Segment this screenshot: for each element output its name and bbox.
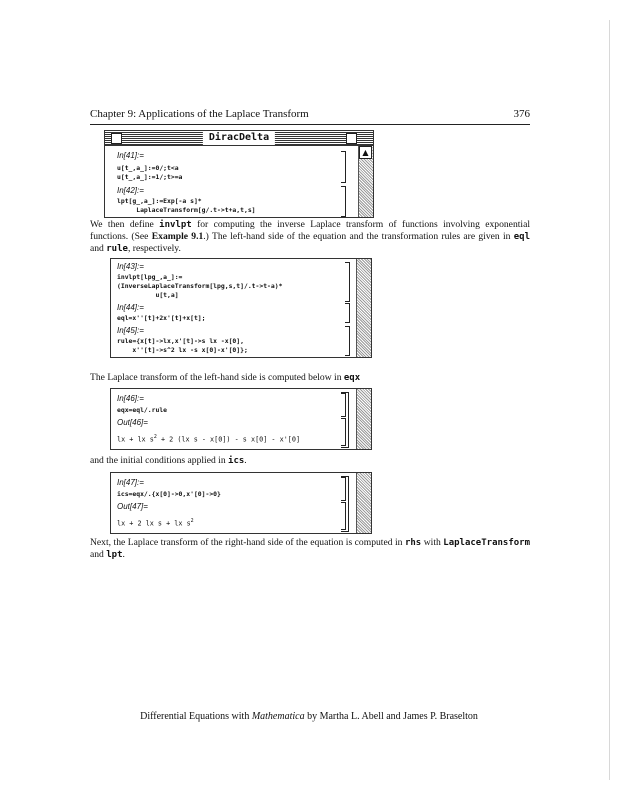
output-label: Out[47]= [117, 502, 148, 511]
cell-bracket[interactable] [345, 303, 350, 323]
input-label: In[41]:= [117, 151, 144, 160]
inline-code: rhs [404, 538, 422, 548]
code-line[interactable]: LaplaceTransform[g/.t->t+a,t,s] [117, 206, 256, 214]
inline-code: rule [106, 244, 128, 254]
code-line[interactable]: ics=eqx/.{x[0]->0,x'[0]->0} [117, 490, 221, 498]
header-rule [90, 124, 530, 125]
group-bracket[interactable] [341, 476, 349, 532]
input-label: In[45]:= [117, 326, 144, 335]
code-line[interactable]: invlpt[lpg_,a_]:= [117, 273, 183, 281]
paragraph-invlpt: We then define invlpt for computing the inverse Laplace transform of functions involving exponential functions. (See Example 9.1.) The left-hand side of the equation and the transformation rules are given in eql and rule, respectively. [90, 219, 530, 254]
inline-code: eql [513, 232, 530, 242]
notebook-window-3[interactable] [110, 388, 372, 450]
output-line: lx + lx $s^2 + 2$ (lx s - x[0]) - s x[0] - x'[0] [117, 434, 301, 444]
inline-code: invlpt [159, 220, 192, 230]
zoom-box-icon[interactable] [346, 133, 357, 144]
inline-code: lpt [106, 550, 123, 560]
group-bracket[interactable] [341, 392, 349, 448]
paragraph-eqx: The Laplace transform of the left-hand side is computed below in eqx [90, 372, 361, 383]
input-label: In[42]:= [117, 186, 144, 195]
input-label: In[47]:= [117, 478, 144, 487]
code-line[interactable]: u[t_,a_]:=1/;t>=a [117, 173, 183, 181]
input-label: In[43]:= [117, 262, 144, 271]
paragraph-ics: and the initial conditions applied in ics. [90, 455, 247, 466]
inline-code: LaplaceTransform [443, 538, 530, 548]
output-label: Out[46]= [117, 418, 148, 427]
scroll-up-arrow-icon[interactable]: ▲ [359, 146, 372, 159]
code-line[interactable]: u[t_,a_]:=0/;t<a [117, 164, 179, 172]
inline-code: eqx [343, 373, 361, 383]
paragraph-rhs: Next, the Laplace transform of the right-hand side of the equation is computed in rhs with LaplaceTransform and lpt. [90, 537, 530, 560]
window-title: DiracDelta [203, 131, 275, 145]
code-line[interactable]: (InverseLaplaceTransform[lpg,s,t]/.t->t-a)* [117, 282, 283, 290]
scrollbar[interactable] [356, 259, 371, 357]
page-number: 376 [513, 108, 530, 120]
window-title-bar[interactable] [105, 131, 373, 146]
code-line[interactable]: rule={x[t]->lx,x'[t]->s lx -x[0], [117, 337, 244, 345]
page-footer: Differential Equations with Mathematica by Martha L. Abell and James P. Braselton [140, 711, 478, 722]
code-line[interactable]: eql=x''[t]+2x'[t]+x[t]; [117, 314, 206, 322]
example-reference: Example 9.1 [151, 231, 204, 242]
running-header [90, 108, 530, 122]
scrollbar[interactable] [356, 473, 371, 533]
code-line[interactable]: x''[t]->s^2 lx -s x[0]-x'[0]}; [117, 346, 248, 354]
cell-bracket[interactable] [345, 326, 350, 356]
page-edge-line [609, 20, 610, 780]
code-line[interactable]: lpt[g_,a_]:=Exp[-a s]* [117, 197, 202, 205]
input-label: In[46]:= [117, 394, 144, 403]
notebook-window-2[interactable] [110, 258, 372, 358]
cell-bracket[interactable] [341, 186, 346, 217]
chapter-title: Chapter 9: Applications of the Laplace Transform [90, 108, 309, 120]
cell-bracket[interactable] [341, 151, 346, 183]
code-line[interactable]: eqx=eql/.rule [117, 406, 168, 414]
notebook-window-4[interactable] [110, 472, 372, 534]
scrollbar[interactable] [356, 389, 371, 449]
code-line[interactable]: u[t,a] [117, 291, 179, 299]
inline-code: ics [228, 456, 245, 466]
cell-bracket[interactable] [345, 262, 350, 302]
input-label: In[44]:= [117, 303, 144, 312]
close-box-icon[interactable] [111, 133, 122, 144]
output-line: lx + 2 lx s + lx $s^2$ [117, 518, 194, 528]
notebook-window-diracdelta[interactable] [104, 130, 374, 218]
